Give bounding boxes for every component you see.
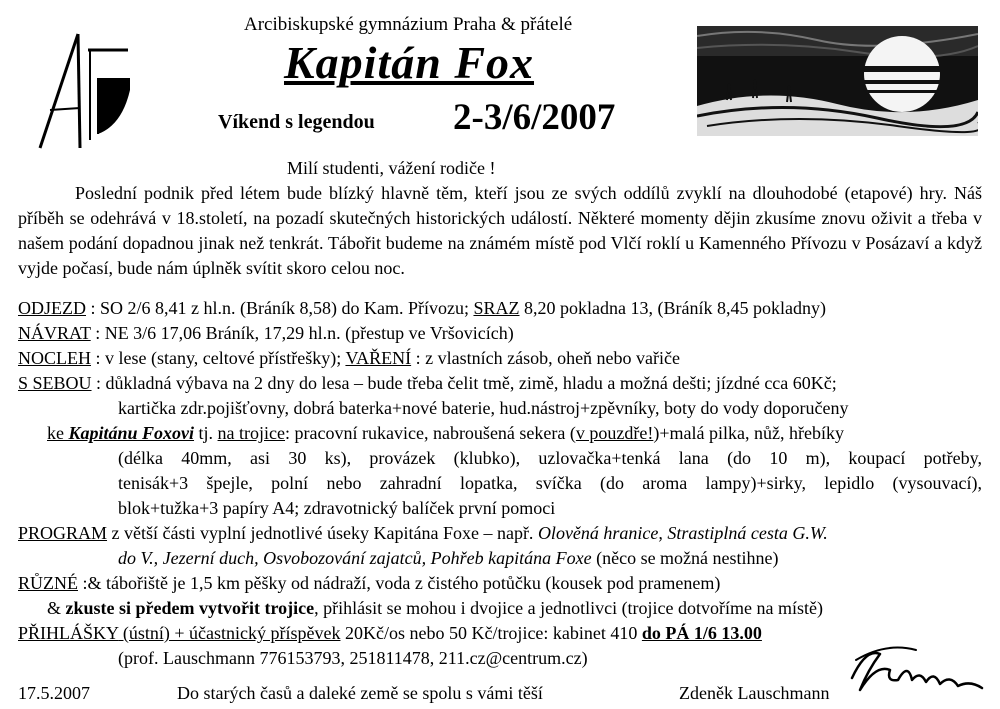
team-gear-mid: tj. [194, 423, 218, 443]
meeting-label: SRAZ [473, 298, 520, 318]
team-gear-line-1 [47, 421, 844, 446]
return-label: NÁVRAT [18, 323, 91, 343]
return-line [18, 321, 514, 346]
intro-paragraph: Poslední podnik před létem bude blízký hlavně těm, kteří jsou ze svých oddílů zvyklí na dlouhodobé (etapové) hry. Náš příběh se odehrává v 18.století, na pozadí skutečných historických událostí. Některé momenty dějin zkusíme znovu oživit a třeba v našem podání dopadnou jinak než tenkrát. Tábořit budeme na známém místě pod Vlčí roklí u Kamenného Přívozu v Posázaví a když vyjde počasí, bude nám úplněk svítit skoro celou noc. [18, 183, 982, 278]
misc-line-1 [18, 571, 720, 596]
registration-text: 20Kč/os nebo 50 Kč/trojice: kabinet 410 [340, 623, 642, 643]
program-label: PROGRAM [18, 523, 108, 543]
packing-line-1 [18, 371, 837, 396]
footer-date: 17.5.2007 [18, 683, 90, 703]
event-date: 2-3/6/2007 [453, 97, 616, 138]
footer-message: Do starých časů a daleké země se spolu s vámi těší [177, 683, 543, 703]
greeting: Milí studenti, vážení rodiče ! [287, 158, 496, 178]
triples-label: na trojice [217, 423, 286, 443]
team-gear-line-4: blok+tužka+3 papíry A4; zdravotnický balíček první pomoci [118, 498, 556, 518]
footer-author: Zdeněk Lauschmann [679, 683, 830, 703]
misc-prefix: & [47, 598, 66, 618]
accommodation-label: NOCLEH [18, 348, 91, 368]
misc-rest: , přihlásit se mohou i dvojice a jednotlivci (trojice dotvoříme na místě) [314, 598, 824, 618]
return-text: : NE 3/6 17,06 Bráník, 17,29 hl.n. (přestup ve Vršovicích) [90, 323, 514, 343]
registration-fee-label: (ústní) + účastnický příspěvek [118, 623, 341, 643]
packing-label: S SEBOU [18, 373, 92, 393]
sheath-note: v pouzdře! [575, 423, 654, 443]
team-gear-text-2: )+malá pilka, nůž, hřebíky [653, 423, 844, 443]
program-line-2 [118, 546, 779, 571]
accommodation-line [18, 346, 680, 371]
cooking-label: VAŘENÍ [345, 348, 412, 368]
organization-name: Arcibiskupské gymnázium Praha & přátelé [244, 14, 573, 35]
ag-school-logo [30, 30, 145, 150]
team-gear-prefix: ke [47, 423, 69, 443]
meeting-text: 8,20 pokladna 13, (Bráník 8,45 pokladny) [519, 298, 826, 318]
departure-line [18, 296, 826, 321]
handwritten-signature [846, 640, 986, 704]
page-title: Kapitán Fox [284, 37, 535, 88]
misc-text: :& tábořiště je 1,5 km pěšky od nádraží, voda z čistého potůčku (kousek pod pramenem) [78, 573, 721, 593]
packing-text-1: : důkladná výbava na 2 dny do lesa – bude třeba čelit tmě, zimě, hladu a možná dešti; jízdné cca 60Kč; [91, 373, 837, 393]
program-tail: (něco se možná nestihne) [591, 548, 779, 568]
team-gear-text-1: : pracovní rukavice, nabroušená sekera ( [285, 423, 576, 443]
departure-text: : SO 2/6 8,41 z hl.n. (Bráník 8,58) do Kam. Přívozu; [86, 298, 474, 318]
registration-line [18, 621, 762, 646]
misc-line-2 [47, 596, 823, 621]
subtitle: Víkend s legendou [218, 111, 375, 133]
captain-name: Kapitánu Foxovi [68, 423, 195, 443]
program-activities-1: Olověná hranice, Strastiplná cesta G.W. [537, 523, 828, 543]
cooking-text: : z vlastních zásob, oheň nebo vařiče [411, 348, 681, 368]
program-activities-2: do V., Jezerní duch, Osvobozování zajatců, Pohřeb kapitána Foxe [118, 548, 592, 568]
triples-advice: zkuste si předem vytvořit trojice [65, 598, 315, 618]
team-gear-line-3: tenisák+3 špejle, polní nebo zahradní lopatka, svíčka (do aroma lampy)+sirky, lepidlo (vysouvací), [118, 473, 982, 493]
registration-deadline: do PÁ 1/6 13.00 [641, 623, 762, 643]
departure-label: ODJEZD [18, 298, 86, 318]
registration-label: PŘIHLÁŠKY [18, 623, 119, 643]
contact-line: (prof. Lauschmann 776153793, 251811478, 211.cz@centrum.cz) [118, 648, 588, 668]
team-gear-line-2: (délka 40mm, asi 30 ks), provázek (klubko), uzlovačka+tenká lana (do 10 m), koupací potřeby, [118, 448, 982, 468]
program-line-1 [18, 521, 828, 546]
packing-line-2: kartička zdr.pojišťovny, dobrá baterka+nové baterie, hud.nástroj+zpěvníky, boty do vody doporučeny [118, 398, 849, 418]
program-text: z větší části vyplní jednotlivé úseky Kapitána Foxe – např. [107, 523, 538, 543]
moon-landscape-artwork [697, 26, 978, 136]
misc-label: RŮZNÉ [18, 573, 78, 593]
accommodation-text: : v lese (stany, celtové přístřešky); [91, 348, 346, 368]
